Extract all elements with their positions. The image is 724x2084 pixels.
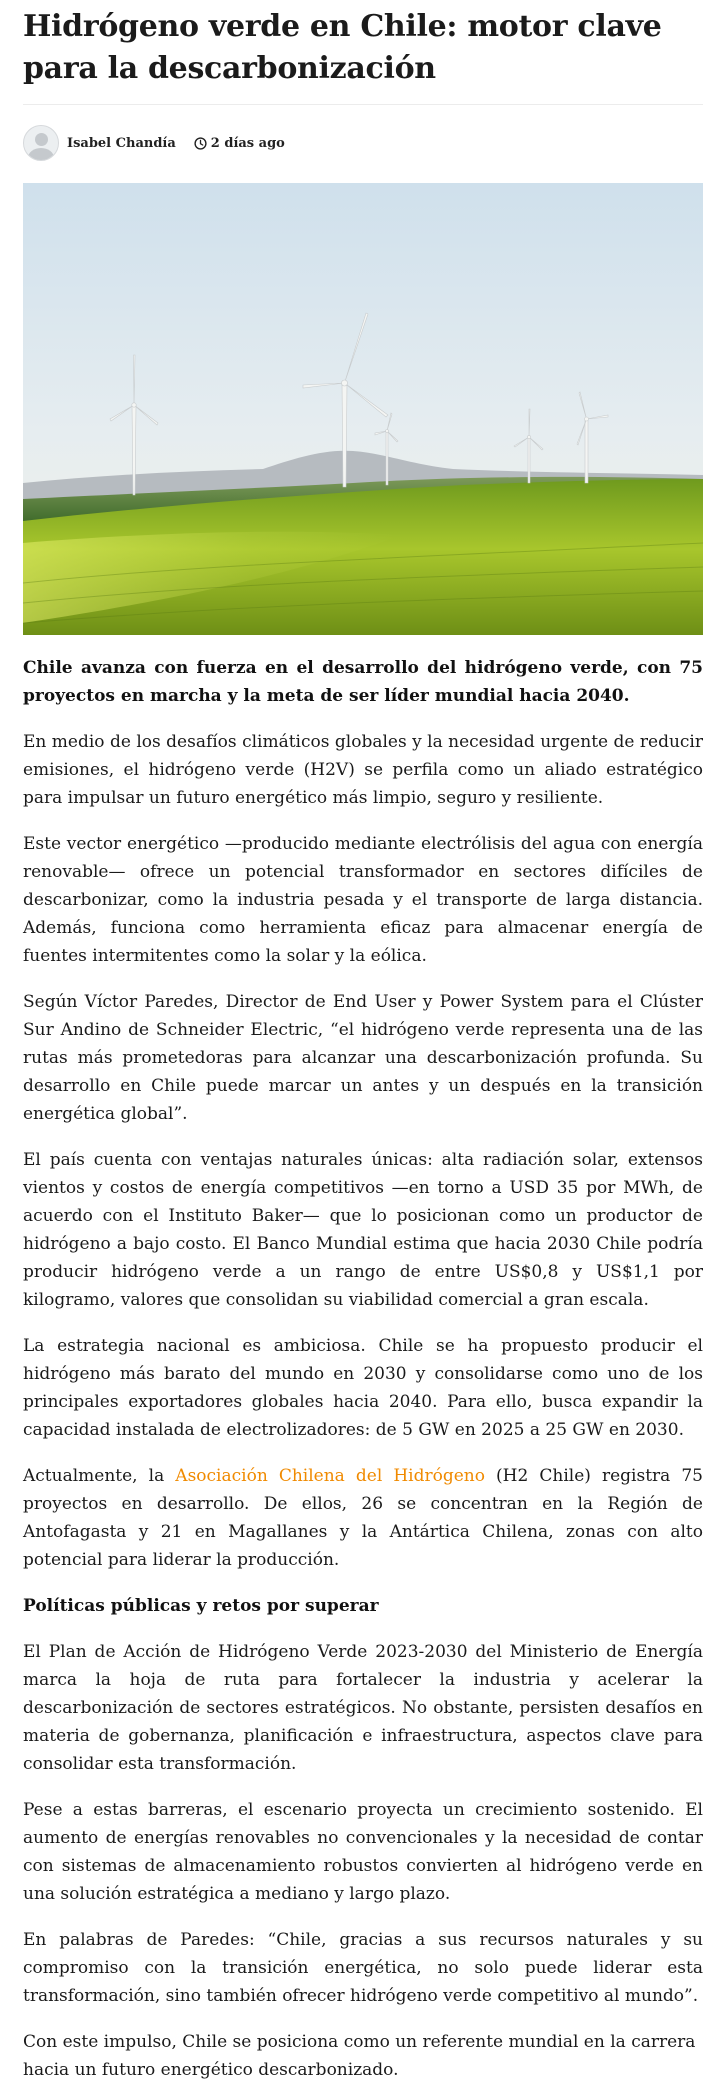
article-title: Hidrógeno verde en Chile: motor clave para la descarbonización bbox=[23, 9, 662, 86]
publish-date bbox=[194, 136, 285, 151]
paragraph-5: La estrategia nacional es ambiciosa. Chile se ha propuesto producir el hidrógeno más barato del mundo en 2030 y consolidarse como uno de los principales exportadores globales hacia 2040. Para ello, busca expandir la capacidad instalada de electrolizadores: de 5 GW en 2025 a 25 GW en 2030. bbox=[23, 1336, 703, 1440]
date-text: 2 días ago bbox=[210, 135, 285, 151]
paragraph-10: Con este impulso, Chile se posiciona como un referente mundial en la carrera hacia un futuro energético descarbonizado. bbox=[23, 2032, 696, 2080]
avatar-icon[interactable] bbox=[23, 125, 59, 161]
paragraph-4: El país cuenta con ventajas naturales únicas: alta radiación solar, extensos vientos y costos de energía competitivos —en torno a USD 35 por MWh, de acuerdo con el Instituto Baker— que lo posicionan como un productor de hidrógeno a bajo costo. El Banco Mundial estima que hacia 2030 Chile podría producir hidrógeno verde a un rango de entre US$0,8 y US$1,1 por kilogramo, valores que consolidan su viabilidad comercial a gran escala. bbox=[23, 1150, 703, 1310]
section-heading: Políticas públicas y retos por superar bbox=[23, 1596, 379, 1616]
hero-image-wind-turbines bbox=[23, 183, 703, 635]
title-divider bbox=[23, 104, 703, 105]
article bbox=[23, 0, 703, 2084]
clock-icon bbox=[194, 137, 207, 150]
paragraph-6-start: Actualmente, la bbox=[23, 1466, 176, 1486]
paragraph-9: En palabras de Paredes: “Chile, gracias a sus recursos naturales y su compromiso con la transición energética, no solo puede liderar esta transformación, sino también ofrecer hidrógeno verde competitivo al mundo”. bbox=[23, 1930, 703, 2006]
article-lead: Chile avanza con fuerza en el desarrollo del hidrógeno verde, con 75 proyectos en marcha y la meta de ser líder mundial hacia 2040. bbox=[23, 658, 703, 706]
paragraph-1: En medio de los desafíos climáticos globales y la necesidad urgente de reducir emisiones, el hidrógeno verde (H2V) se perfila como un aliado estratégico para impulsar un futuro energético más limpio, seguro y resiliente. bbox=[23, 732, 703, 808]
paragraph-7: El Plan de Acción de Hidrógeno Verde 2023-2030 del Ministerio de Energía marca la hoja de ruta para fortalecer la industria y acelerar la descarbonización de sectores estratégicos. No obstante, persisten desafíos en materia de gobernanza, planificación e infraestructura, aspectos clave para consolidar esta transformación. bbox=[23, 1642, 703, 1774]
author-name[interactable]: Isabel Chandía bbox=[67, 135, 176, 151]
paragraph-6-end: (H2 Chile) registra 75 proyectos en desarrollo. De ellos, 26 se concentran en la Región de Antofagasta y 21 en Magallanes y la Antártica Chilena, zonas con alto potencial para liderar la producción. bbox=[23, 1466, 703, 1570]
h2-chile-link[interactable]: Asociación Chilena del Hidrógeno bbox=[175, 1466, 485, 1486]
paragraph-6 bbox=[23, 1462, 703, 1574]
paragraph-3: Según Víctor Paredes, Director de End User y Power System para el Clúster Sur Andino de Schneider Electric, “el hidrógeno verde representa una de las rutas más prometedoras para alcanzar una descarbonización profunda. Su desarrollo en Chile puede marcar un antes y un después en la transición energética global”. bbox=[23, 992, 703, 1124]
paragraph-8: Pese a estas barreras, el escenario proyecta un crecimiento sostenido. El aumento de energías renovables no convencionales y la necesidad de contar con sistemas de almacenamiento robustos convierten al hidrógeno verde en una solución estratégica a mediano y largo plazo. bbox=[23, 1800, 703, 1904]
paragraph-2: Este vector energético —producido mediante electrólisis del agua con energía renovable— ofrece un potencial transformador en sectores difíciles de descarbonizar, como la industria pesada y el transporte de larga distancia. Además, funciona como herramienta eficaz para almacenar energía de fuentes intermitentes como la solar y la eólica. bbox=[23, 834, 703, 966]
article-meta bbox=[23, 125, 703, 161]
